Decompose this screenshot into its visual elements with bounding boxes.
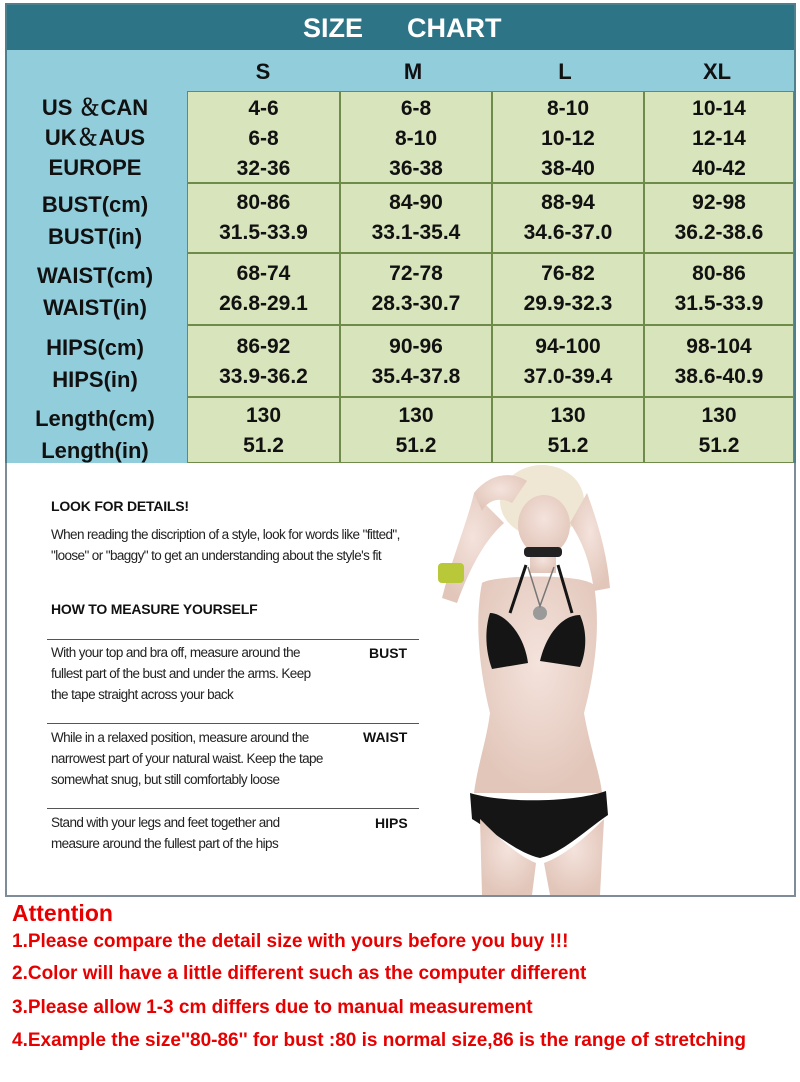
row-label: UK＆AUS	[44, 125, 146, 150]
row-labels-bust	[7, 189, 183, 253]
measurement-guide	[5, 463, 796, 897]
cell-value: 10-14	[692, 97, 746, 120]
hips-instructions	[51, 812, 279, 854]
waist-instructions	[51, 727, 323, 790]
bust-instruction-line: the tape straight across your back	[51, 687, 234, 702]
cell-value: 98-104	[686, 335, 752, 358]
row-label: HIPS(in)	[52, 367, 138, 392]
chart-title-chart: CHART	[407, 13, 502, 43]
size-chart	[5, 3, 796, 465]
cell-value: 80-86	[236, 191, 291, 214]
cell-value: 33.9-36.2	[219, 365, 308, 388]
attention-item-3: 3.Please allow 1-3 cm differs due to manual measurement	[12, 997, 533, 1018]
cell-region-m	[340, 91, 492, 183]
attention-item-2: 2.Color will have a little different such as the computer different	[12, 963, 587, 984]
waist-tag: WAIST	[363, 729, 408, 745]
cell-value: 12-14	[692, 127, 746, 150]
size-header-m: M	[403, 59, 423, 84]
cell-hips-xl	[644, 325, 794, 397]
cell-value: 130	[701, 404, 737, 427]
bust-divider-line	[47, 639, 419, 640]
cell-value: 32-36	[236, 157, 291, 180]
cell-region-s	[187, 91, 340, 183]
cell-value: 72-78	[389, 262, 443, 285]
cell-value: 94-100	[535, 335, 601, 358]
cell-value: 35.4-37.8	[371, 365, 461, 388]
how-to-measure-heading: HOW TO MEASURE YOURSELF	[51, 601, 258, 617]
cell-region-l	[492, 91, 644, 183]
row-labels-hips	[7, 332, 183, 396]
cell-hips-s	[187, 325, 340, 397]
cell-value: 40-42	[692, 157, 746, 180]
attention-heading: Attention	[12, 900, 113, 926]
cell-value: 88-94	[541, 191, 595, 214]
bust-instructions	[51, 642, 311, 705]
row-labels-region	[7, 93, 183, 183]
bust-tag: BUST	[369, 645, 408, 661]
cell-value: 6-8	[248, 127, 279, 150]
cell-waist-l	[492, 253, 644, 325]
look-for-details-heading: LOOK FOR DETAILS!	[51, 498, 189, 514]
size-header-l: L	[558, 59, 572, 84]
cell-value: 34.6-37.0	[523, 221, 613, 244]
cell-value: 31.5-33.9	[674, 292, 764, 315]
cell-value: 33.1-35.4	[371, 221, 461, 244]
size-header-s: S	[255, 59, 271, 84]
row-label: BUST(in)	[47, 224, 143, 249]
cell-value: 90-96	[389, 335, 443, 358]
model-figure-image	[412, 463, 632, 895]
chart-title-size: SIZE	[303, 13, 364, 43]
row-labels-waist	[7, 260, 183, 324]
cell-hips-l	[492, 325, 644, 397]
waist-instruction-line: While in a relaxed position, measure around the	[51, 730, 309, 745]
cell-value: 51.2	[395, 434, 437, 457]
cell-bust-l	[492, 183, 644, 253]
bust-instruction-line: With your top and bra off, measure around the	[51, 645, 300, 660]
cell-value: 130	[550, 404, 586, 427]
row-label: WAIST(in)	[43, 295, 147, 320]
waist-instruction-line: somewhat snug, but still comfortably loose	[51, 772, 280, 787]
cell-value: 6-8	[400, 97, 432, 120]
cell-waist-xl	[644, 253, 794, 325]
waist-instruction-line: narrowest part of your natural waist. Keep the tape	[51, 751, 323, 766]
cell-value: 51.2	[243, 434, 284, 457]
cell-value: 51.2	[698, 434, 740, 457]
hips-instruction-line: Stand with your legs and feet together and	[51, 815, 280, 830]
row-label: WAIST(cm)	[36, 263, 154, 288]
look-for-details-line-1: When reading the discription of a style, look for words like "fitted",	[51, 527, 400, 542]
cell-bust-s	[187, 183, 340, 253]
row-label: EUROPE	[48, 155, 142, 180]
cell-value: 51.2	[547, 434, 589, 457]
cell-length-xl	[644, 397, 794, 463]
row-label: BUST(cm)	[41, 192, 149, 217]
waist-divider-line	[47, 723, 419, 724]
cell-value: 68-74	[236, 262, 291, 285]
row-label: Length(cm)	[35, 406, 155, 431]
cell-value: 28.3-30.7	[371, 292, 461, 315]
chart-title-bar	[7, 5, 794, 50]
cell-value: 36-38	[389, 157, 443, 180]
cell-value: 29.9-32.3	[523, 292, 613, 315]
cell-hips-m	[340, 325, 492, 397]
cell-waist-s	[187, 253, 340, 325]
cell-value: 130	[398, 404, 434, 427]
row-label: HIPS(cm)	[46, 335, 144, 360]
cell-value: 8-10	[394, 127, 438, 150]
cell-bust-m	[340, 183, 492, 253]
cell-waist-m	[340, 253, 492, 325]
cell-length-m	[340, 397, 492, 463]
row-labels-length	[7, 403, 183, 467]
cell-value: 76-82	[541, 262, 595, 285]
hips-instruction-line: measure around the fullest part of the hips	[51, 836, 279, 851]
hips-tag: HIPS	[375, 815, 408, 831]
cell-value: 4-6	[248, 97, 279, 120]
cell-value: 38-40	[541, 157, 595, 180]
attention-item-1: 1.Please compare the detail size with yours before you buy !!!	[12, 931, 569, 952]
hips-divider-line	[47, 808, 419, 809]
cell-value: 84-90	[389, 191, 443, 214]
cell-length-s	[187, 397, 340, 463]
cell-value: 26.8-29.1	[219, 292, 308, 315]
cell-length-l	[492, 397, 644, 463]
cell-value: 130	[245, 404, 282, 427]
cell-value: 92-98	[692, 191, 746, 214]
attention-item-4: 4.Example the size''80-86'' for bust :80 is normal size,86 is the range of stretching	[12, 1030, 746, 1051]
row-label: US ＆CAN	[41, 95, 149, 120]
cell-value: 38.6-40.9	[674, 365, 764, 388]
cell-value: 31.5-33.9	[219, 221, 308, 244]
cell-value: 80-86	[692, 262, 746, 285]
look-for-details-line-2: "loose" or "baggy" to get an understanding about the style's fit	[51, 548, 382, 563]
size-header-xl: XL	[702, 59, 732, 84]
bust-instruction-line: fullest part of the bust and under the arms. Keep	[51, 666, 311, 681]
cell-value: 86-92	[236, 335, 291, 358]
cell-region-xl	[644, 91, 794, 183]
cell-value: 36.2-38.6	[674, 221, 764, 244]
cell-value: 37.0-39.4	[523, 365, 613, 388]
row-label: Length(in)	[41, 438, 149, 463]
cell-value: 8-10	[546, 97, 590, 120]
cell-value: 10-12	[541, 127, 595, 150]
cell-bust-xl	[644, 183, 794, 253]
